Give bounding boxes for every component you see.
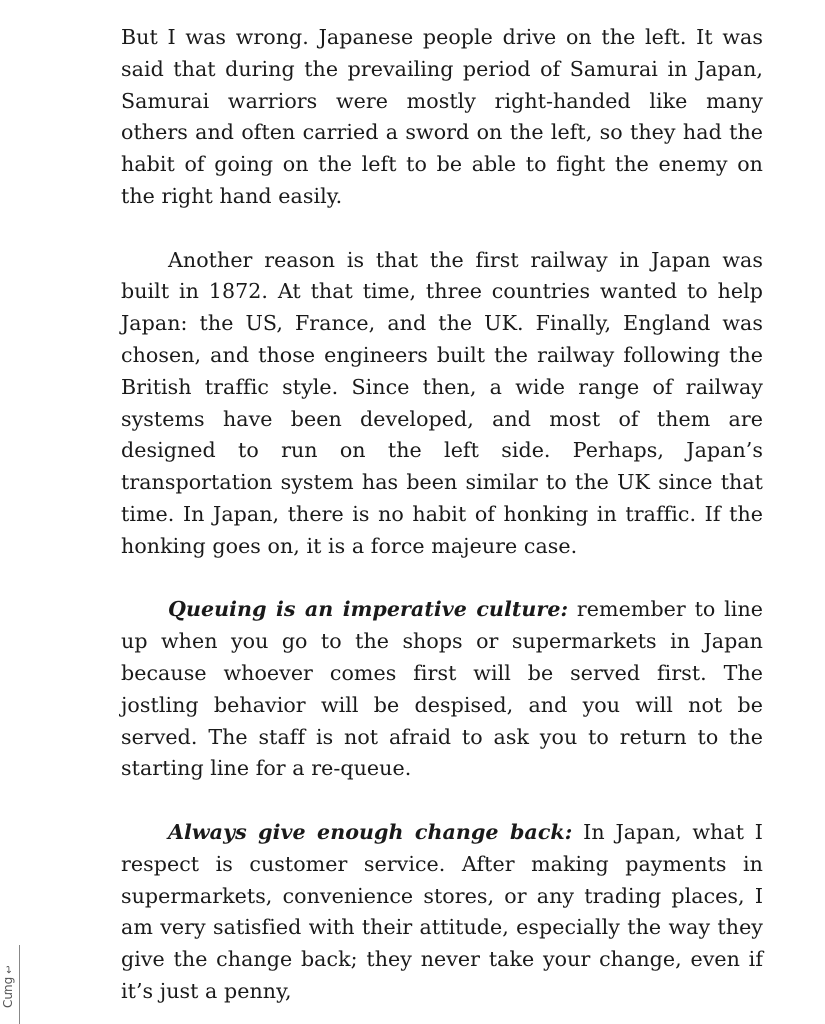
paragraph-lead: Queuing is an imperative culture:	[168, 597, 569, 622]
paragraph-change	[121, 817, 763, 1008]
side-tab-text: Cưng	[1, 976, 15, 1008]
paragraph-lead: Always give enough change back:	[168, 819, 573, 844]
paragraph-samurai	[121, 22, 763, 213]
return-arrow-icon: ↩	[4, 965, 15, 974]
paragraph-queuing	[121, 594, 763, 785]
paragraph-body: remember to line up when you go to the shops or supermarkets in Japan because whoever comes first will be served first. The jostling behavior will be despised, and you will not be served. The staff is not afraid to ask you to return to the starting line for a re-queue.	[121, 597, 763, 781]
side-tab-label	[1, 965, 15, 1008]
paragraph-railway	[121, 245, 763, 563]
paragraph-body: In Japan, what I respect is customer service. After making payments in supermarkets, convenience stores, or any trading places, I am very satisfied with their attitude, especially the way they give the change back; they never take your change, even if it’s just a penny,	[121, 819, 763, 1003]
body-text	[121, 22, 763, 1008]
paragraph-body: But I was wrong. Japanese people drive on the left. It was said that during the prevailing period of Samurai in Japan, Samurai warriors were mostly right-handed like many others and often carried a sword on the left, so they had the habit of going on the left to be able to fight the enemy on the right hand easily.	[121, 25, 763, 208]
paragraph-body: Another reason is that the first railway in Japan was built in 1872. At that time, three countries wanted to help Japan: the US, France, and the UK. Finally, England was chosen, and those engineers built the railway following the British traffic style. Since then, a wide range of railway systems have been developed, and most of them are designed to run on the left side. Perhaps, Japan’s transportation system has been similar to the UK since that time. In Japan, there is no habit of honking in traffic. If the honking goes on, it is a force majeure case.	[121, 247, 763, 558]
